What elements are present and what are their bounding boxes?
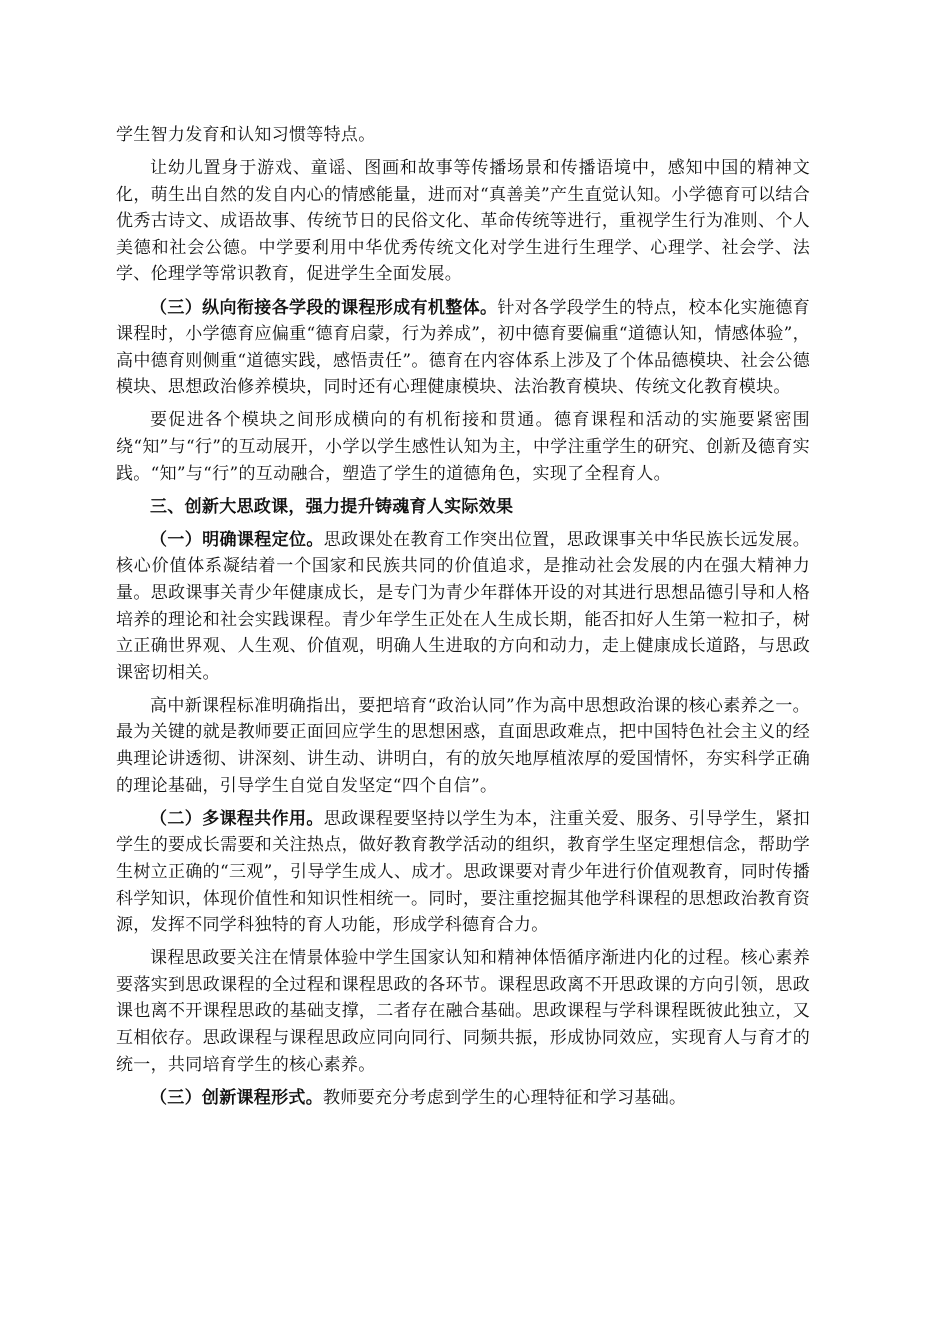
paragraph-course-ideology: 课程思政要关注在情景体验中学生国家认知和精神体悟循序渐进内化的过程。核心素养要落实到思政课程的全过程和课程思政的各环节。课程思政离不开思政课的方向引领，思政课也离不开课程思政的基础支撑，二者存在融合基础。思政课程与学科课程既彼此独立，又互相依存。思政课程与课程思政应同向同行、同频共振，形成协同效应，实现育人与育才的统一，共同培育学生的核心素养。 bbox=[116, 948, 810, 1075]
section-heading-three: 三、创新大思政课，强力提升铸魂育人实际效果 bbox=[150, 496, 514, 517]
paragraph-module-connection: 要促进各个模块之间形成横向的有机衔接和贯通。德育课程和活动的实施要紧密围绕“知”与“行”的互动展开，小学以学生感性认知为主，中学注重学生的研究、创新及德育实践。“知”与“行”的互动融合，塑造了学生的道德角色，实现了全程育人。 bbox=[116, 410, 810, 484]
paragraph-early-childhood: 让幼儿置身于游戏、童谣、图画和故事等传播场景和传播语境中，感知中国的精神文化，萌生出自然的发自内心的情感能量，进而对“真善美”产生直觉认知。小学德育可以结合优秀古诗文、成语故事、传统节日的民俗文化、革命传统等进行，重视学生行为准则、个人美德和社会公德。中学要利用中华优秀传统文化对学生进行生理学、心理学、社会学、法学、伦理学等常识教育，促进学生全面发展。 bbox=[116, 158, 810, 285]
document-body bbox=[116, 122, 810, 1118]
paragraph-body-text: 思政课处在教育工作突出位置，思政课事关中华民族长远发展。核心价值体系凝结着一个国家和民族共同的价值追求，是推动社会发展的内在强大精神力量。思政课事关青少年健康成长，是专门为青少年群体开设的对其进行思想品德引导和人格培养的理论和社会实践课程。青少年学生正处在人生成长期，能否扣好人生第一粒扣子，树立正确世界观、人生观、价值观，明确人生进取的方向和动力，走上健康成长道路，与思政课密切相关。 bbox=[116, 529, 810, 683]
paragraph-lead-bold: （三）创新课程形式。 bbox=[150, 1087, 323, 1108]
paragraph-body-text: 思政课程要坚持以学生为本，注重关爱、服务、引导学生，紧扣学生的要成长需要和关注热点，做好教育教学活动的组织，教育学生坚定理想信念，帮助学生树立正确的“三观”，引导学生成人、成才。思政课要对青少年进行价值观教育，同时传播科学知识，体现价值性和知识性相统一。同时，要注重挖掘其他学科课程的思想政治教育资源，发挥不同学科独特的育人功能，形成学科德育合力。 bbox=[116, 808, 810, 936]
paragraph-lead-bold: （三）纵向衔接各学段的课程形成有机整体。 bbox=[150, 297, 498, 318]
paragraph-curriculum-standard: 高中新课程标准明确指出，要把培育“政治认同”作为高中思想政治课的核心素养之一。最为关键的就是教师要正面回应学生的思想困惑，直面思政难点，把中国特色社会主义的经典理论讲透彻、讲深刻、讲生动、讲明白，有的放矢地厚植浓厚的爱国情怀，夯实科学正确的理论基础，引导学生自觉自发坚定“四个自信”。 bbox=[116, 695, 810, 796]
paragraph-vertical-integration bbox=[116, 295, 810, 401]
paragraph-continuation: 学生智力发育和认知习惯等特点。 bbox=[116, 125, 376, 145]
paragraph-body-text: 针对各学段学生的特点，校本化实施德育课程时，小学德育应偏重“德育启蒙，行为养成”，初中德育要偏重“道德认知，情感体验”，高中德育则侧重“道德实践，感悟责任”。德育在内容体系上涉及了个体品德模块、社会公德模块、思想政治修养模块，同时还有心理健康模块、法治教育模块、传统文化教育模块。 bbox=[116, 297, 810, 398]
paragraph-course-positioning bbox=[116, 527, 810, 687]
paragraph-body-text: 教师要充分考虑到学生的心理特征和学习基础。 bbox=[323, 1087, 687, 1108]
paragraph-lead-bold: （一）明确课程定位。 bbox=[150, 529, 324, 550]
paragraph-multi-course bbox=[116, 806, 810, 939]
paragraph-lead-bold: （二）多课程共作用。 bbox=[150, 808, 324, 829]
paragraph-innovative-form bbox=[116, 1085, 810, 1112]
